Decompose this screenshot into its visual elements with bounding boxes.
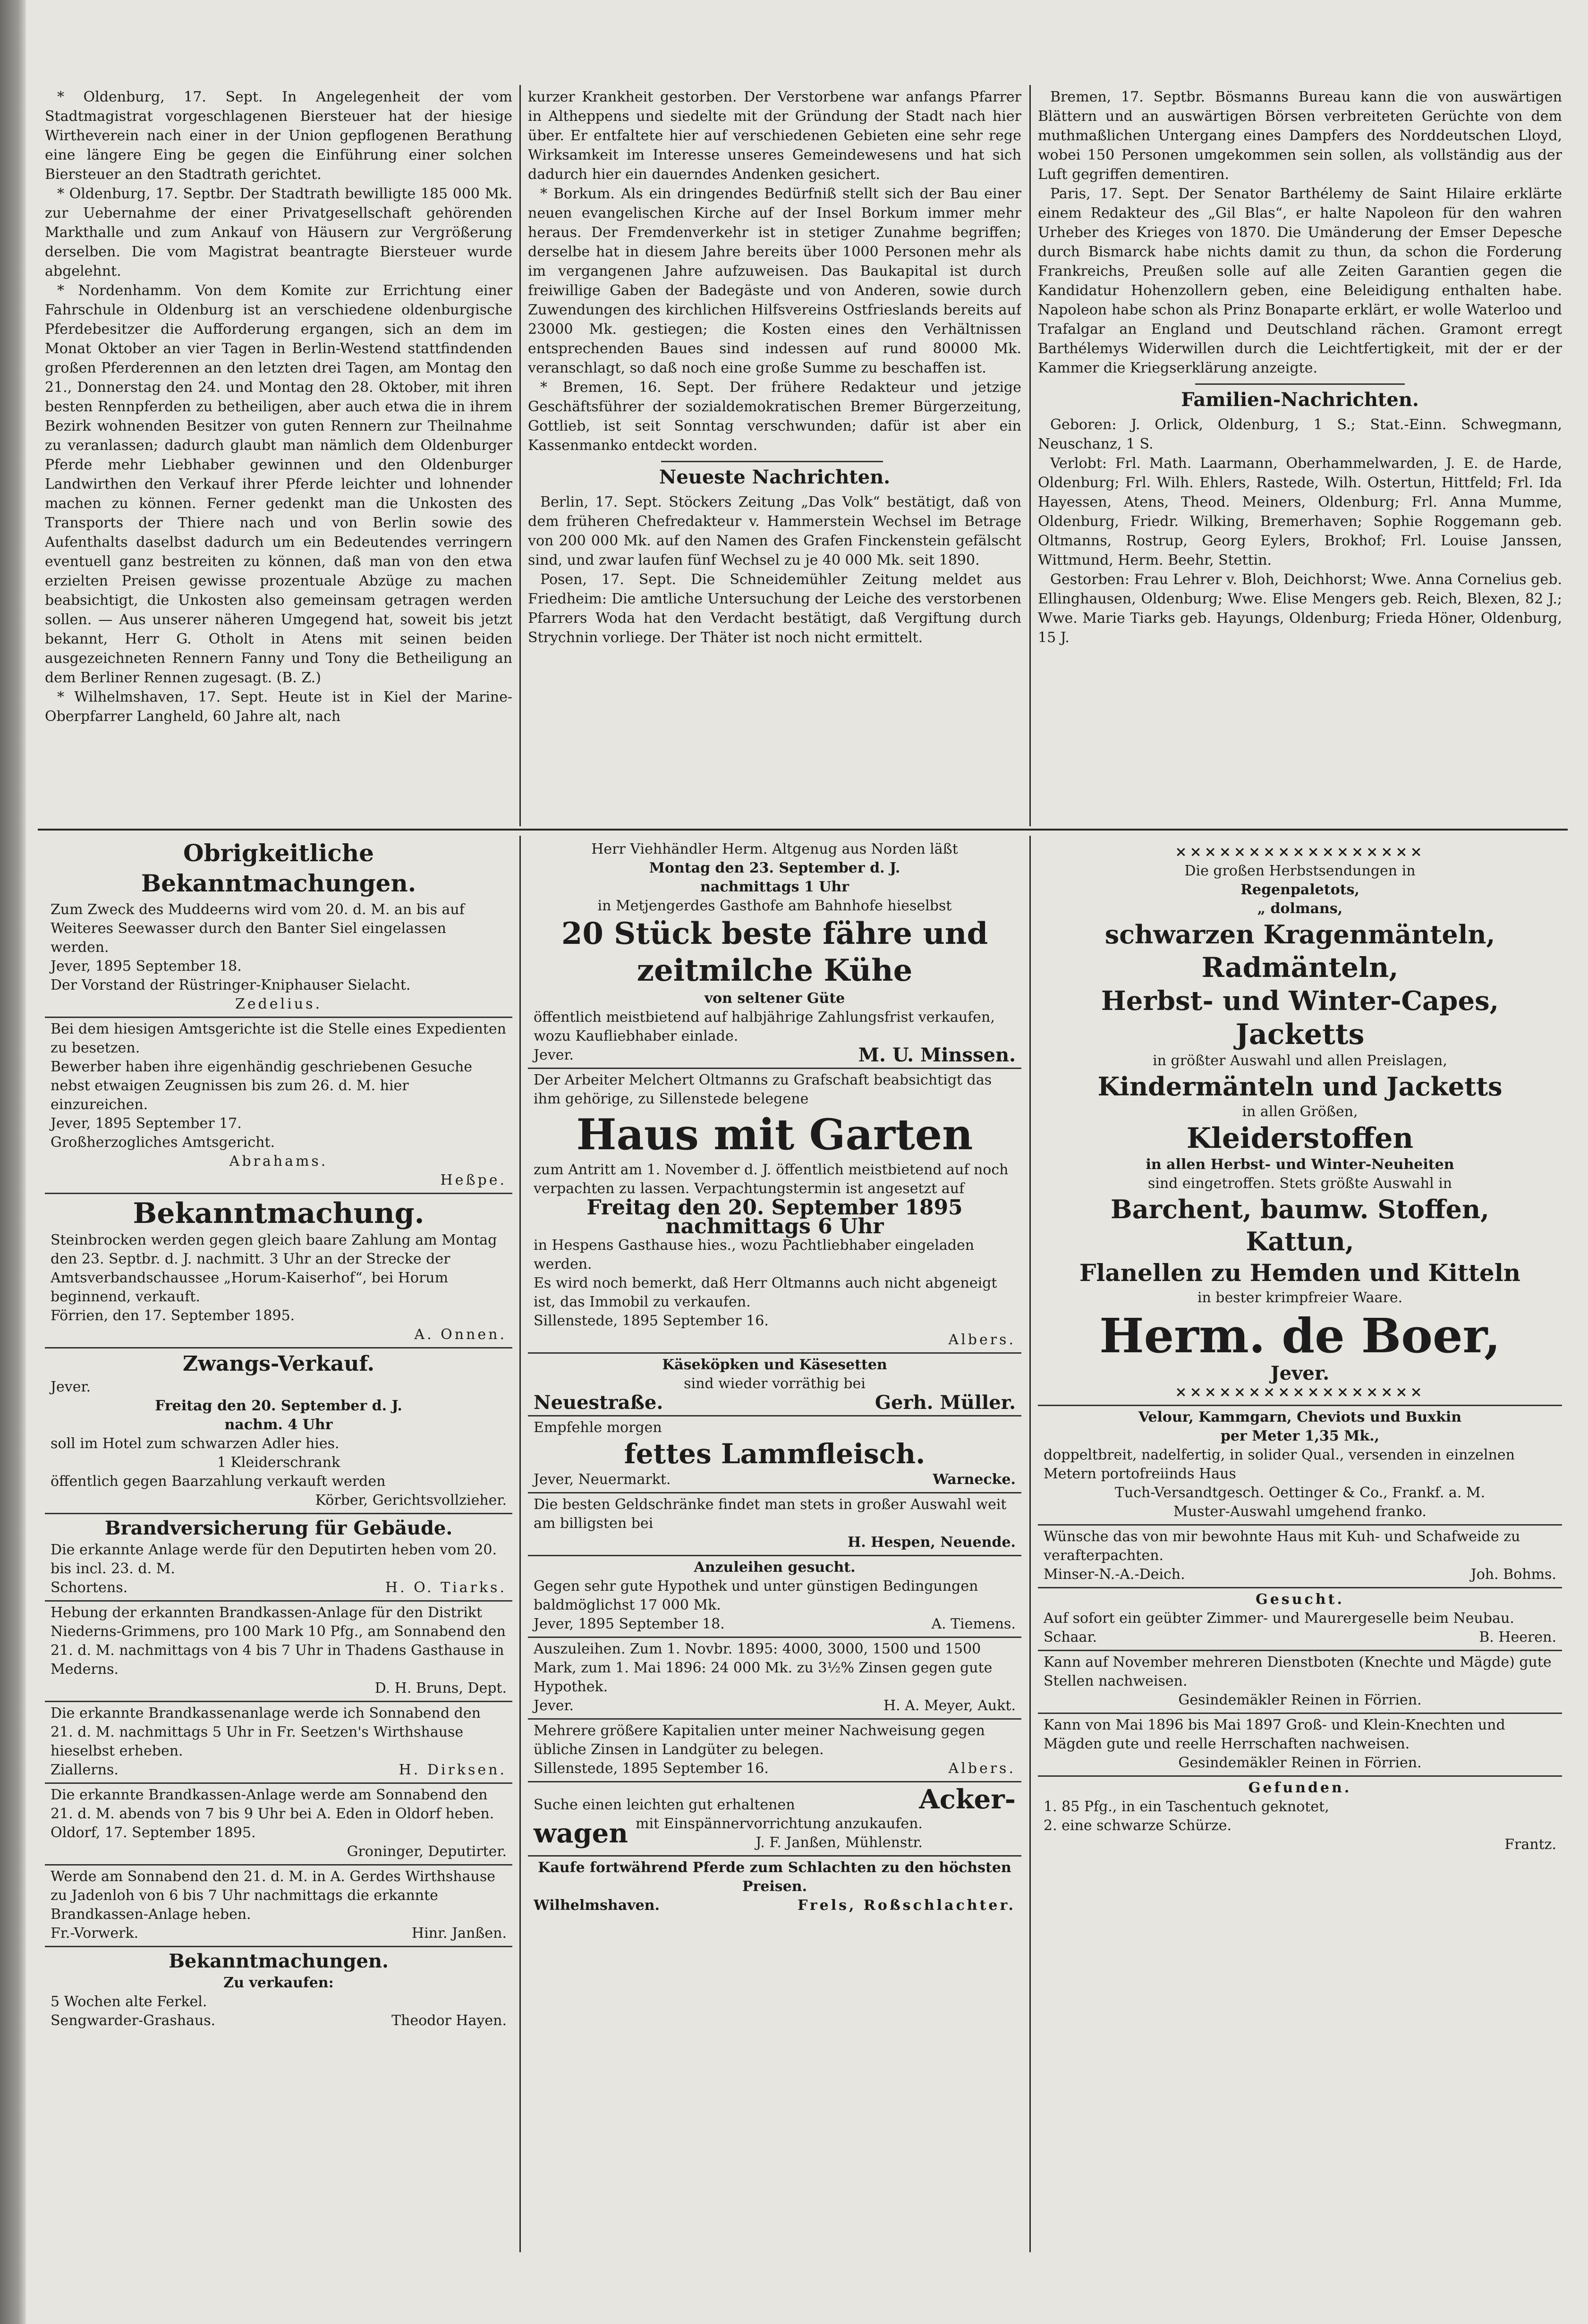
ad-herm-de-boer: ××××××××××××××××× Die großen Herbstsendungen in Regenpaletots, „ dolmans, schwarzen Kragenmänteln, Radmänteln, Herbst- und Winter-Capes, Jacketts in größter Auswahl und allen Preislagen, Kindermänteln und Jacketts in allen Größen, Kleiderstoffen in allen Herbst- und Winter-Neuheiten sind eingetroffen. Stets größte Auswahl in Barchent, baumw. Stoffen, Kattun, Flanellen zu Hemden und Kitteln in bester krimpfreier Waare. Herm. de Boer, Jever. ××××××××××××××××× (1038, 838, 1562, 1405)
news-wilhelmshaven-cont: kurzer Krankheit gestorben. Der Verstorbene war anfangs Pfarrer in Altheppens und siedelte mit der Gründung der Stadt nach hier über. Er entfaltete hier auf verschiedenen Gebieten eine sehr rege Wirksamkeit im Interesse unseres Gemeindewesens und hat sich dadurch hier ein dauerndes Andenken gesichert. (528, 89, 1021, 183)
news-posen: Posen, 17. Sept. Die Schneidemühler Zeitung meldet aus Friedheim: Die amtliche Untersuchung der Leiche des verstorbenen Pfarrers Woda hat den Verdacht bestätigt, daß Vergiftung durch Strychnin vorliege. Der Thäter ist noch nicht ermittelt. (528, 571, 1021, 646)
ad-brandkasse-oldorf: Die erkannte Brandkassen-Anlage werde am Sonnabend den 21. d. M. abends von 7 bis 9 Uhr bei A. Eden in Oldorf heben. Oldorf, 17. September 1895. Groninger, Deputirter. (45, 1784, 512, 1866)
news-nordenhamm: * Nordenhamm. Von dem Komite zur Errichtung einer Fahrschule in Oldenburg ist an verschiedene oldenburgische Pferdebesitzer die Aufforderung ergangen, sich an dem im Monat Oktober an vier Tagen in Berlin-Westend stattfindenden großen Pferderennen an den letzten drei Tagen, am Montag den 21., Donnerstag den 24. und Montag den 28. Oktober, mit ihren besten Rennpferden zu betheiligen, aber auch etwa die in ihrem Bezirk wohnenden Besitzer von guten Rennern zur Theilnahme zu veranlassen; dadurch glaubt man nämlich dem Oldenburger Pferde mehr Liebhaber gewinnen und den Oldenburger Landwirthen den Verkauf ihrer Pferde leichter und lohnender machen zu können. Ferner gedenkt man die Unkosten des Transports der Thiere nach und von Berlin sowie des Aufenthalts daselbst dadurch um ein Bedeutendes verringern eventuell ganz bestreiten zu können, daß man von den etwa erzielten Preisen gewisse prozentuale Abzüge zu machen beabsichtigt, die Unkosten also gemeinsam getragen werden sollen. — Aus unserer näheren Umgegend hat, soweit bis jetzt bekannt, Herr G. Otholt in Atens mit seinen beiden ausgezeichneten Rennern Fanny und Tony die Betheiligung an dem Berliner Rennen zugesagt. (B. Z.) (45, 282, 512, 686)
news-bremen-1: * Bremen, 16. Sept. Der frühere Redakteur und jetzige Geschäftsführer der sozialdemokratischen Bremer Bürgerzeitung, Gottlieb, ist seit Sonntag verschwunden; dafür ist aber ein Kassenmanko entdeckt worden. (528, 379, 1021, 454)
column-rule (1029, 836, 1031, 2252)
news-wilhelmshaven: * Wilhelmshaven, 17. Sept. Heute ist in Kiel der Marine-Oberpfarrer Langheld, 60 Jahre alt, nach (45, 689, 512, 725)
ad-siel: Zum Zweck des Muddeerns wird vom 20. d. M. an bis auf Weiteres Seewasser durch den Banter Siel eingelassen werden. Jever, 1895 September 18. Der Vorstand der Rüstringer-Kniphauser Sielacht. Zedelius. (45, 899, 512, 1018)
news-berlin: Berlin, 17. Sept. Stöckers Zeitung „Das Volk“ bestätigt, daß von dem früheren Chefredakteur v. Hammerstein Wechsel im Betrage von 200 000 Mk. auf den Namen des Grafen Finckenstein gefälscht sind, und zwar laufen fünf Wechsel zu je 40 000 Mk. seit 1890. (528, 494, 1021, 568)
news-column-1 (45, 87, 512, 826)
divider (661, 461, 883, 462)
ad-brandkasse-jadenloh: Werde am Sonnabend den 21. d. M. in A. Gerdes Wirthshause zu Jadenloh von 6 bis 7 Uhr nachmittags die erkannte Brandkassen-Anlage heben. Fr.-Vorwerk. Hinr. Janßen. (45, 1866, 512, 1947)
news-borkum: * Borkum. Als ein dringendes Bedürfniß stellt sich der Bau einer neuen evangelischen Kirche auf der Insel Borkum immer mehr heraus. Der Fremdenverkehr ist in stetiger Zunahme begriffen; derselbe hat in diesem Jahre bereits über 1000 Personen mehr als im vergangenen Jahre aufzuweisen. Das Baukapital ist durch freiwillige Gaben der Badegäste und von Anderen, sowie durch Zuwendungen des kirchlichen Hilfsvereins Ostfrieslands bereits auf 23000 Mk. gestiegen; die Kosten eines den Verhältnissen entsprechenden Baues sind indessen auf rund 80000 Mk. veranschlagt, so daß noch eine große Summe zu beschaffen ist. (528, 186, 1021, 376)
ornament-border: ××××××××××××××××× (1175, 844, 1425, 860)
ad-tuch-versand: Velour, Kammgarn, Cheviots und Buxkin per Meter 1,35 Mk., doppeltbreit, nadelfertig, in solider Qual., versenden in einzelnen Metern portofreiinds Haus Tuch-Versandtgesch. Oettinger & Co., Frankf. a. M. Muster-Auswahl umgehend franko. (1038, 1405, 1562, 1526)
news-paris: Paris, 17. Sept. Der Senator Barthélemy de Saint Hilaire erklärte einem Redakteur des „Gil Blas“, er halte Napoleon für den wahren Urheber des Krieges von 1870. Die Umänderung der Emser Depesche durch Bismarck habe nichts damit zu thun, da schon die Forderung Frankreichs, Preußen solle auf alle Zeiten Garantien gegen die Kandidatur Hohenzollern geben, eine Beleidigung enthalten habe. Napoleon habe schon als Prinz Bonaparte erklärt, er wolle Waterloo und Trafalgar an England und Deutschland rächen. Gramont erregt Barthélemys Widerwillen durch die Leichtfertigkeit, mit der er der Kammer die Kriegserklärung anzeigte. (1038, 186, 1562, 376)
announcements-title: Bekanntmachungen. (169, 1950, 389, 1972)
announcement-title: Bekanntmachung. (133, 1197, 425, 1230)
ad-ackerwagen: Suche einen leichten gut erhaltenen Acker- wagen mit Einspännervorrichtung anzukaufen. J. F. Janßen, Mühlenstr. (528, 1782, 1021, 1857)
ad-anzuleihen: Anzuleihen gesucht. Gegen sehr gute Hypothek und unter günstigen Bedingungen baldmöglichst 17 000 Mk. Jever, 1895 September 18. A. Tiemens. (528, 1556, 1021, 1638)
column-rule (519, 836, 521, 2252)
ad-pferde: Kaufe fortwährend Pferde zum Schlachten zu den höchsten Preisen. Wilhelmshaven. Frels, Roßschlachter. (534, 1859, 1016, 1914)
ad-brandversicherung: Brandversicherung für Gebäude. Die erkannte Anlage werde für den Deputirten heben vom 20. bis incl. 23. d. M. Schortens. H. O. Tiarks. (45, 1514, 512, 1602)
page-edge (0, 0, 26, 2324)
ad-haus-mit-garten: Der Arbeiter Melchert Oltmanns zu Grafschaft beabsichtigt das ihm gehörige, zu Sillenstede belegene Haus mit Garten zum Antritt am 1. November d. J. öffentlich meistbietend auf noch verpachten zu lassen. Verpachtungstermin ist angesetzt auf Freitag den 20. September 1895 nachmittags 6 Uhr in Hespens Gasthause hies., wozu Pachtliebhaber eingeladen werden. Es wird noch bemerkt, daß Herr Oltmanns auch nicht abgeneigt ist, das Immobil zu verkaufen. Sillenstede, 1895 September 16. Albers. (528, 1069, 1021, 1354)
column-rule (519, 85, 521, 826)
ornament-border: ××××××××××××××××× (1175, 1384, 1425, 1400)
ad-ferkel: Bekanntmachungen. Zu verkaufen: 5 Wochen alte Ferkel. Sengwarder-Grashaus. Theodor Hayen. (51, 1950, 507, 2029)
column-rule (1029, 85, 1031, 826)
news-oldenburg-1: * Oldenburg, 17. Sept. In Angelegenheit der vom Stadtmagistrat vorgeschlagenen Biersteuer hat der hiesige Wirtheverein nach einer in der Union gepflogenen Berathung eine längere Eing be gegen die Einführung einer solchen Biersteuer an den Stadtrath gerichtet. (45, 89, 512, 183)
ad-geldschraenke: Die besten Geldschränke findet man stets in großer Auswahl weit am billigsten bei H. Hespen, Neuende. (528, 1493, 1021, 1556)
news-column-3 (1038, 87, 1562, 826)
family-engaged: Verlobt: Frl. Math. Laarmann, Oberhammelwarden, J. E. de Harde, Oldenburg; Frl. Wilh. Ehlers, Rastede, Wilh. Ostertun, Hittfeld; Frl. Ida Hayessen, Atens, Theod. Meiners, Oldenburg; Frl. Anna Mumme, Oldenburg, Friedr. Wilking, Bremerhaven; Sophie Roggemann geb. Oltmanns, Rostrup, Georg Eylers, Brokhof; Frl. Louise Janssen, Wittmund, Herm. Beehr, Stettin. (1038, 455, 1562, 568)
family-died: Gestorben: Frau Lehrer v. Bloh, Deichhorst; Wwe. Anna Cornelius geb. Ellinghausen, Oldenburg; Wwe. Elise Mengers geb. Reich, Blexen, 82 J.; Wwe. Marie Tiarks geb. Hayungs, Oldenburg; Frieda Höner, Oldenburg, 15 J. (1038, 571, 1562, 646)
ad-kapitalien: Mehrere größere Kapitalien unter meiner Nachweisung gegen übliche Zinsen in Landgüter zu belegen. Sillenstede, 1895 September 16. Albers. (528, 1720, 1021, 1782)
family-news-title: Familien-Nachrichten. (1181, 389, 1419, 411)
ad-zwangsverkauf: Zwangs-Verkauf. Jever. Freitag den 20. September d. J. nachm. 4 Uhr soll im Hotel zum schwarzen Adler hies. 1 Kleiderschrank öffentlich gegen Baarzahlung verkauft werden Körber, Gerichtsvollzieher. (45, 1349, 512, 1514)
ad-brandkasse-mederns: Hebung der erkannten Brandkassen-Anlage für den Distrikt Niederns-Grimmens, pro 100 Mark 10 Pfg., am Sonnabend den 21. d. M. nachmittags von 4 bis 7 Uhr in Thadens Gasthause in Mederns. D. H. Bruns, Dept. (45, 1602, 512, 1702)
divider (1195, 383, 1405, 385)
ad-steinbrocken: Bekanntmachung. Steinbrocken werden gegen gleich baare Zahlung am Montag den 23. Septbr. d. J. nachmitt. 3 Uhr an der Strecke der Amtsverbandschaussee „Horum-Kaiserhof“, bei Horum beginnend, verkauft. Förrien, den 17. September 1895. A. Onnen. (45, 1194, 512, 1349)
ad-amtsgericht: Bei dem hiesigen Amtsgerichte ist die Stelle eines Expedienten zu besetzen. Bewerber haben ihre eigenhändig geschriebenen Gesuche nebst etwaigen Zeugnissen bis zum 26. d. M. hier einzureichen. Jever, 1895 September 17. Großherzogliches Amtsgericht. Abrahams. Heßpe. (45, 1018, 512, 1194)
ad-dienstboten: Kann auf November mehreren Dienstboten (Knechte und Mägde) gute Stellen nachweisen. Gesindemäkler Reinen in Förrien. (1038, 1651, 1562, 1714)
latest-news-title: Neueste Nachrichten. (659, 466, 891, 488)
ads-column-left (45, 838, 512, 2273)
ad-gesucht: Gesucht. Auf sofort ein geübter Zimmer- und Maurergeselle beim Neubau. Schaar. B. Heeren. (1038, 1588, 1562, 1651)
news-bremen-2: Bremen, 17. Septbr. Bösmanns Bureau kann die von auswärtigen Blättern und an auswärtigen Börsen verbreiteten Gerüchte von dem muthmaßlichen Untergang eines Dampfers des Norddeutschen Lloyd, wobei 150 Personen umgekommen sein sollen, als vollständig aus der Luft gegriffen dementiren. (1038, 89, 1562, 183)
ad-kuehe: Herr Viehhändler Herm. Altgenug aus Norden läßt Montag den 23. September d. J. nachmittags 1 Uhr in Metjengerdes Gasthofe am Bahnhofe hieselbst 20 Stück beste fähre und zeitmilche Kühe von seltener Güte öffentlich meistbietend auf halbjährige Zahlungsfrist verkaufen, wozu Kaufliebhaber einlade. Jever. M. U. Minssen. (528, 838, 1021, 1069)
news-column-2 (528, 87, 1021, 826)
ad-brandkasse-ziallerns: Die erkannte Brandkassenanlage werde ich Sonnabend den 21. d. M. nachmittags 5 Uhr in Fr. Seetzen's Wirthshause hieselbst erheben. Ziallerns. H. Dirksen. (45, 1702, 512, 1784)
ad-auszuleihen: Auszuleihen. Zum 1. Novbr. 1895: 4000, 3000, 1500 und 1500 Mark, zum 1. Mai 1896: 24 000 Mk. zu 3½% Zinsen gegen gute Hypothek. Jever. H. A. Meyer, Aukt. (528, 1638, 1021, 1720)
ad-gefunden: Gefunden. 1. 85 Pfg., in ein Taschentuch geknotet, 2. eine schwarze Schürze. Frantz. (1044, 1780, 1556, 1853)
official-notices-title: Obrigkeitliche Bekanntmachungen. (141, 839, 416, 897)
ads-column-middle (528, 838, 1021, 2273)
forced-sale-title: Zwangs-Verkauf. (182, 1352, 375, 1376)
ad-knechte: Kann von Mai 1896 bis Mai 1897 Groß- und Klein-Knechten und Mägden gute und reelle Herrschaften nachweisen. Gesindemäkler Reinen in Förrien. (1038, 1714, 1562, 1777)
ads-column-right (1038, 838, 1562, 2273)
news-oldenburg-2: * Oldenburg, 17. Septbr. Der Stadtrath bewilligte 185 000 Mk. zur Uebernahme der einer Privatgesellschaft gehörenden Markthalle und zum Ankauf von Häusern zur Vergrößerung derselben. Die vom Magistrat beantragte Biersteuer wurde abgelehnt. (45, 186, 512, 280)
ad-haus-pacht: Wünsche das von mir bewohnte Haus mit Kuh- und Schafweide zu verafterpachten. Minser-N.-A.-Deich. Joh. Bohms. (1038, 1526, 1562, 1588)
fire-insurance-title: Brandversicherung für Gebäude. (104, 1517, 453, 1539)
section-rule (38, 829, 1568, 831)
ad-kaesekoepken: Käseköpken und Käsesetten sind wieder vorräthig bei Neuestraße. Gerh. Müller. (528, 1354, 1021, 1416)
family-born: Geboren: J. Orlick, Oldenburg, 1 S.; Stat.-Einn. Schwegmann, Neuschanz, 1 S. (1038, 416, 1562, 452)
ad-lammfleisch: Empfehle morgen fettes Lammfleisch. Jever, Neuermarkt. Warnecke. (528, 1416, 1021, 1493)
